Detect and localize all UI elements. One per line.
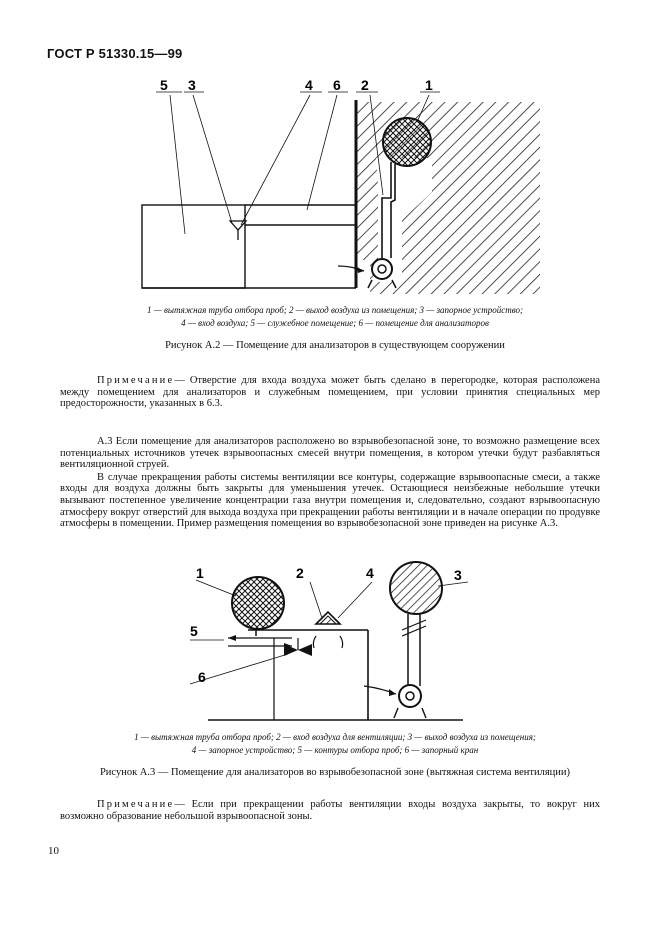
callout-5: 5 <box>190 623 198 639</box>
callout-3: 3 <box>188 77 196 93</box>
service-room <box>142 205 245 288</box>
callout-2: 2 <box>296 565 304 581</box>
note-label: Примечание <box>97 799 175 810</box>
body-text <box>60 436 600 530</box>
callout-2: 2 <box>361 77 369 93</box>
paragraph-ventilation: В случае прекращения работы системы вентиляции все контуры, содержащие взрывоопасные смеси, а также входы для воздуха должны быть закрыты для уменьшения утечек. Остающиеся неизбежные небольшие утечки вызывают постепенное увеличение концентрации газа внутри помещения и, следовательно, создают взрывоопасную атмосферу вокруг отверстий для выхода воздуха при прекращении работы вентиляции и в начале операции по продувке атмосферы в помещении. Пример размещения помещения во взрывобезопасной зоне приведен на рисунке А.3. <box>60 471 600 530</box>
callout-1: 1 <box>196 565 204 581</box>
callout-4: 4 <box>366 565 374 581</box>
page-number: 10 <box>48 845 59 857</box>
exhaust-pipe-circle <box>390 562 442 614</box>
figure-a2-legend <box>70 304 600 330</box>
note-2 <box>60 799 600 822</box>
note-text: — Если при прекращении работы вентиляции входы воздуха закрыты, то вокруг них возможно образование небольшой взрывоопасной зоны. <box>60 799 600 822</box>
note-label: Примечание <box>97 375 175 386</box>
callout-5: 5 <box>160 77 168 93</box>
callout-3: 3 <box>454 567 462 583</box>
legend-line: 4 — запорное устройство; 5 — контуры отбора проб; 6 — запорный кран <box>191 745 479 755</box>
paragraph-a3: А.3 Если помещение для анализаторов расположено во взрывобезопасной зоне, то возможно размещение всех потенциальных источников утечек взрывоопасных смесей внутри помещения, в котором утечки будут разбавляться вентиляционной струей. <box>60 436 600 471</box>
figure-a3-caption: Рисунок А.3 — Помещение для анализаторов во взрывобезопасной зоне (вытяжная система вентиляции) <box>99 767 571 778</box>
figure-a2-drawing <box>120 70 540 300</box>
figure-a2-caption: Рисунок А.2 — Помещение для анализаторов в существующем сооружении <box>165 340 505 351</box>
callout-6: 6 <box>198 669 206 685</box>
legend-line: 1 — вытяжная труба отбора проб; 2 — вход воздуха для вентиляции; 3 — выход воздуха из помещения; <box>134 732 536 742</box>
note-1 <box>60 375 600 410</box>
figure-a3-legend <box>70 731 600 757</box>
callout-4: 4 <box>305 77 313 93</box>
sampling-pipe-circle <box>232 577 284 629</box>
note-text: — Отверстие для входа воздуха может быть сделано в перегородке, которая расположена между помещением для анализаторов и служебным помещением, при условии принятия специальных мер предосторожности, указанных в 6.3. <box>60 375 600 410</box>
sampling-pipe-circle <box>383 118 431 166</box>
document-header: ГОСТ Р 51330.15—99 <box>47 46 183 61</box>
legend-line: 4 — вход воздуха; 5 — служебное помещение; 6 — помещение для анализаторов <box>181 318 489 328</box>
callout-6: 6 <box>333 77 341 93</box>
legend-line: 1 — вытяжная труба отбора проб; 2 — выход воздуха из помещения; 3 — запорное устройство; <box>146 305 524 315</box>
figure-a3-drawing <box>188 558 498 726</box>
callout-1: 1 <box>425 77 433 93</box>
